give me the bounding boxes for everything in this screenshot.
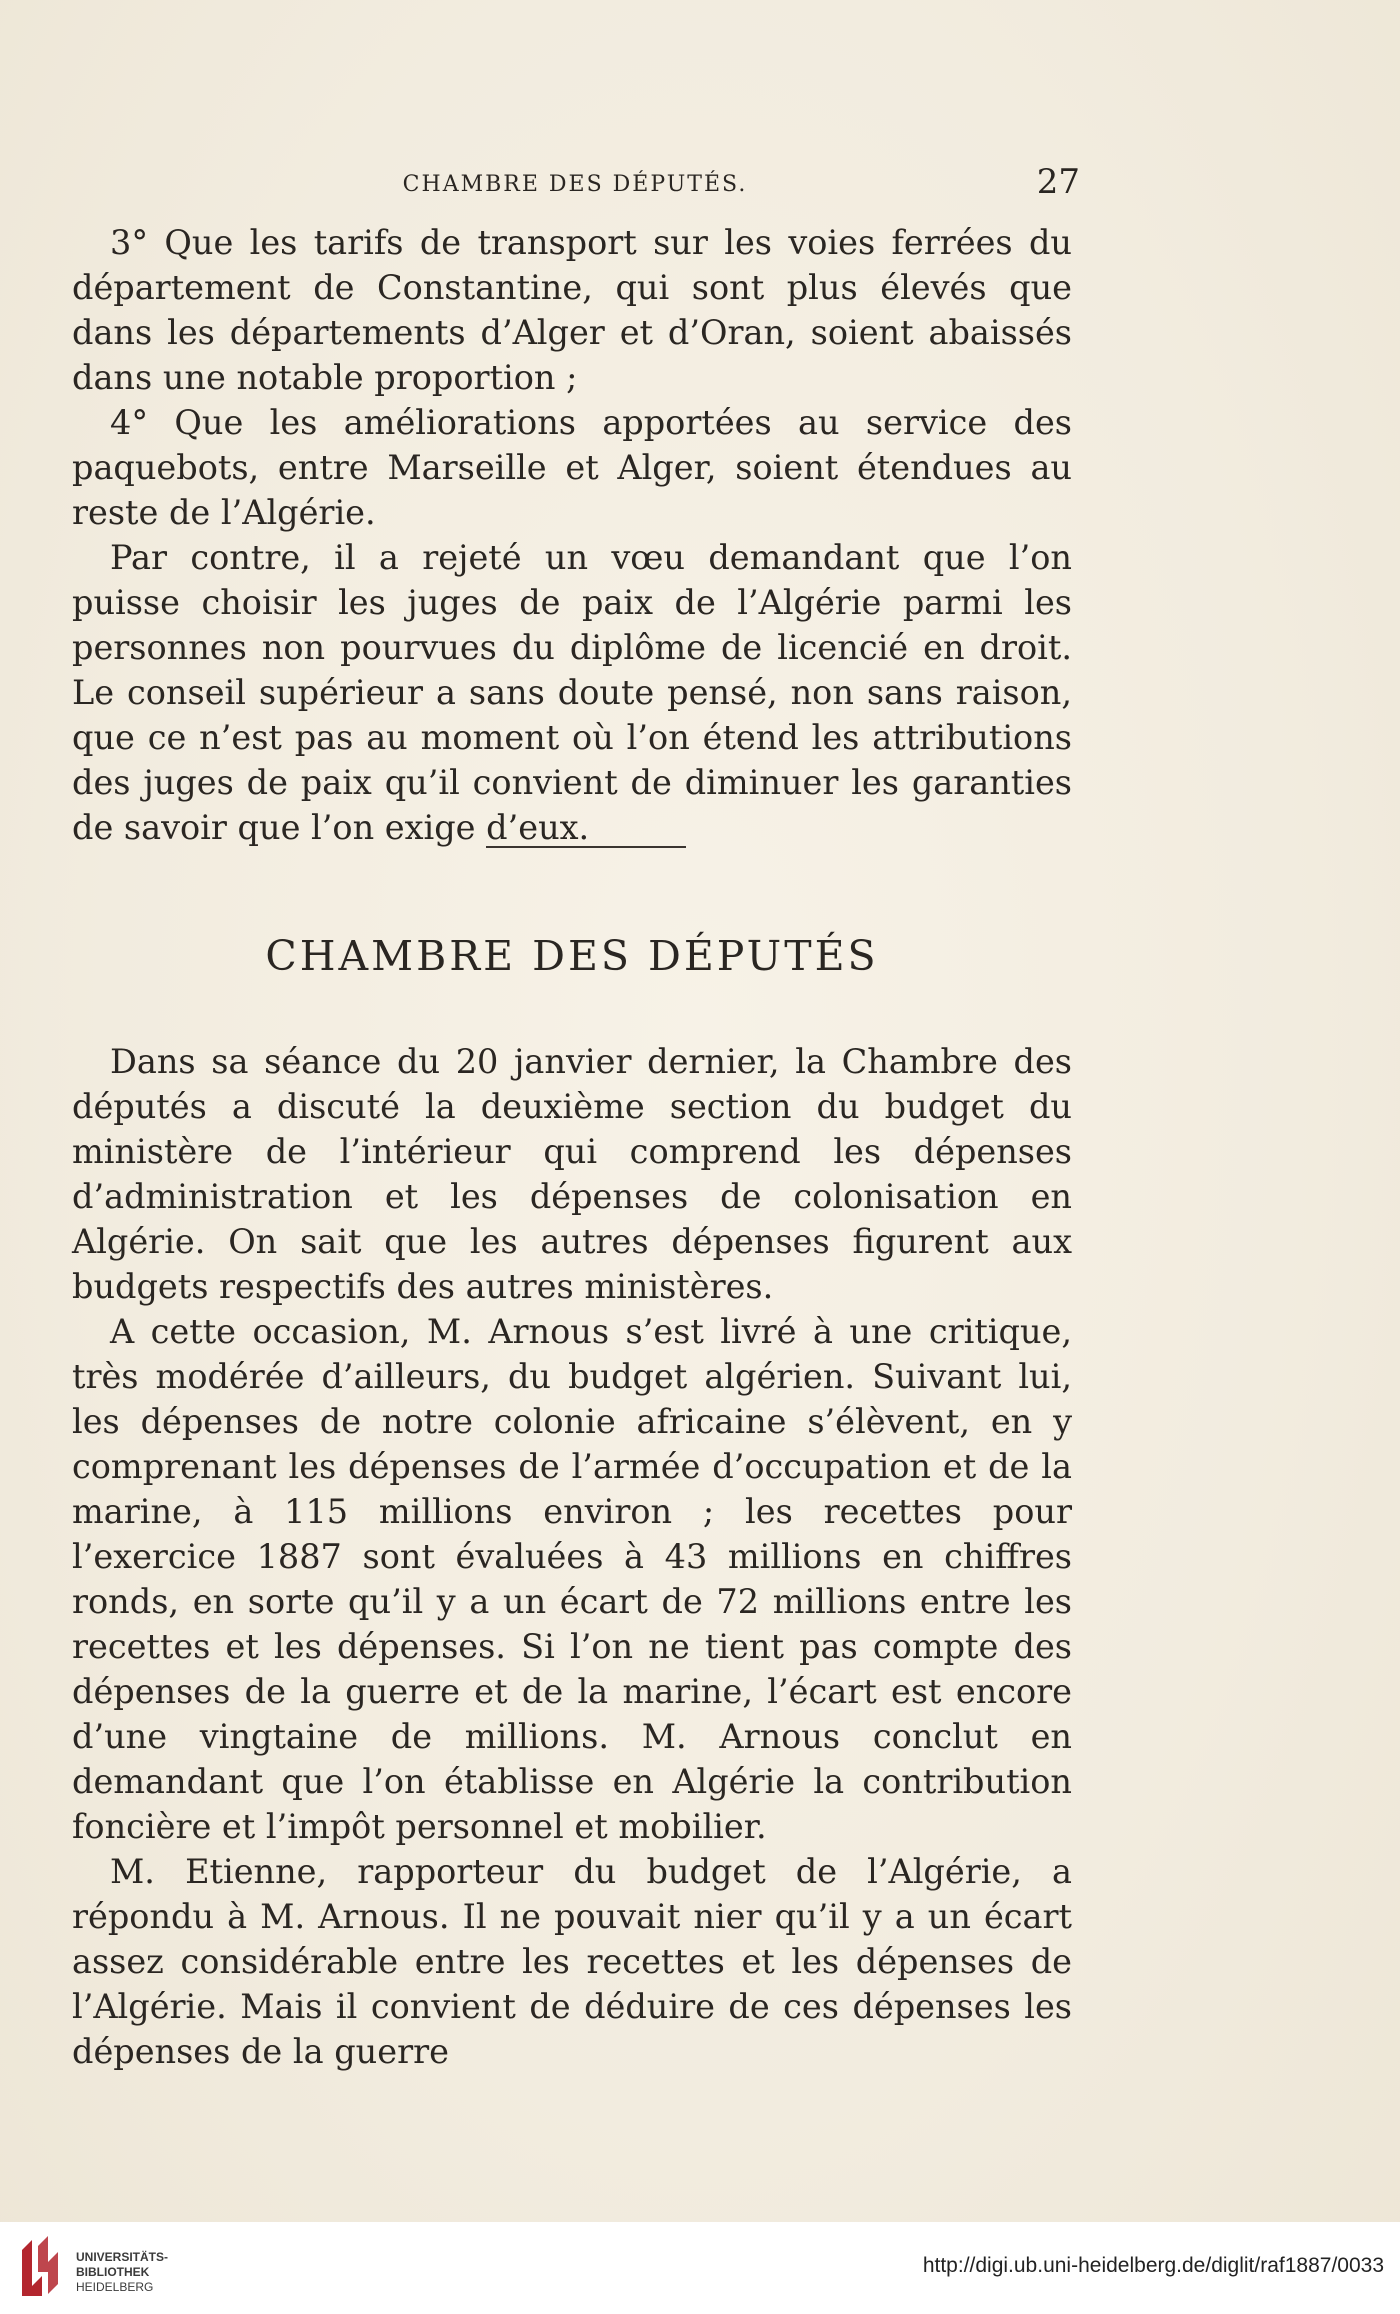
digitization-footer bbox=[0, 2222, 1400, 2314]
section-title: CHAMBRE DES DÉPUTÉS bbox=[265, 932, 879, 980]
logo-line: UNIVERSITÄTS- bbox=[76, 2250, 169, 2264]
paragraph: 4° Que les améliorations apportées au service des paquebots, entre Marseille et Alger, soient étendues au reste de l’Algérie. bbox=[72, 403, 1072, 532]
running-title: CHAMBRE DES DÉPUTÉS. bbox=[402, 172, 748, 197]
logo-line: BIBLIOTHEK bbox=[76, 2265, 150, 2279]
running-head bbox=[70, 162, 1080, 212]
source-url-link[interactable]: http://digi.ub.uni-heidelberg.de/diglit/raf1887/0033 bbox=[922, 2254, 1384, 2277]
paragraph: 3° Que les tarifs de transport sur les voies ferrées du département de Constantine, qui sont plus élevés que dans les départements d’Alger et d’Oran, soient abaissés dans une notable proportion ; bbox=[72, 223, 1072, 397]
text-block-conseil-superieur bbox=[72, 220, 1072, 850]
paragraph: M. Etienne, rapporteur du budget de l’Algérie, a répondu à M. Arnous. Il ne pouvait nier qu’il y a un écart assez considérable entre les recettes et les dépenses de l’Algérie. Mais il convient de déduire de ces dépenses les dépenses de la guerre bbox=[72, 1852, 1072, 2071]
paragraph: Par contre, il a rejeté un vœu demandant que l’on puisse choisir les juges de paix de l’Algérie parmi les personnes non pourvues du diplôme de licencié en droit. Le conseil supérieur a sans doute pensé, non sans raison, que ce n’est pas au moment où l’on étend les attributions des juges de paix qu’il convient de diminuer les garanties de savoir que l’on exige d’eux. bbox=[72, 538, 1072, 847]
paragraph: A cette occasion, M. Arnous s’est livré à une critique, très modérée d’ailleurs, du budget algérien. Suivant lui, les dépenses de notre colonie africaine s’élèvent, en y comprenant les dépenses de l’armée d’occupation et de la marine, à 115 millions environ ; les recettes pour l’exercice 1887 sont évaluées à 43 millions en chiffres ronds, en sorte qu’il y a un écart de 72 millions entre les recettes et les dépenses. Si l’on ne tient pas compte des dépenses de la guerre et de la marine, l’écart est encore d’une vingtaine de millions. M. Arnous conclut en demandant que l’on établisse en Algérie la contribution foncière et l’impôt personnel et mobilier. bbox=[72, 1312, 1072, 1846]
section-divider-rule bbox=[486, 846, 686, 848]
text-block-chambre-des-deputes bbox=[72, 1039, 1072, 2074]
page-number: 27 bbox=[1036, 162, 1080, 202]
logo-line: HEIDELBERG bbox=[76, 2280, 154, 2294]
paragraph: Dans sa séance du 20 janvier dernier, la Chambre des députés a discuté la deuxième section du budget du ministère de l’intérieur qui comprend les dépenses d’administration et les dépenses de colonisation en Algérie. On sait que les autres dépenses figurent aux budgets respectifs des autres ministères. bbox=[72, 1042, 1072, 1306]
library-logo-text bbox=[76, 2250, 168, 2295]
ub-heidelberg-logo-icon bbox=[18, 2236, 66, 2300]
